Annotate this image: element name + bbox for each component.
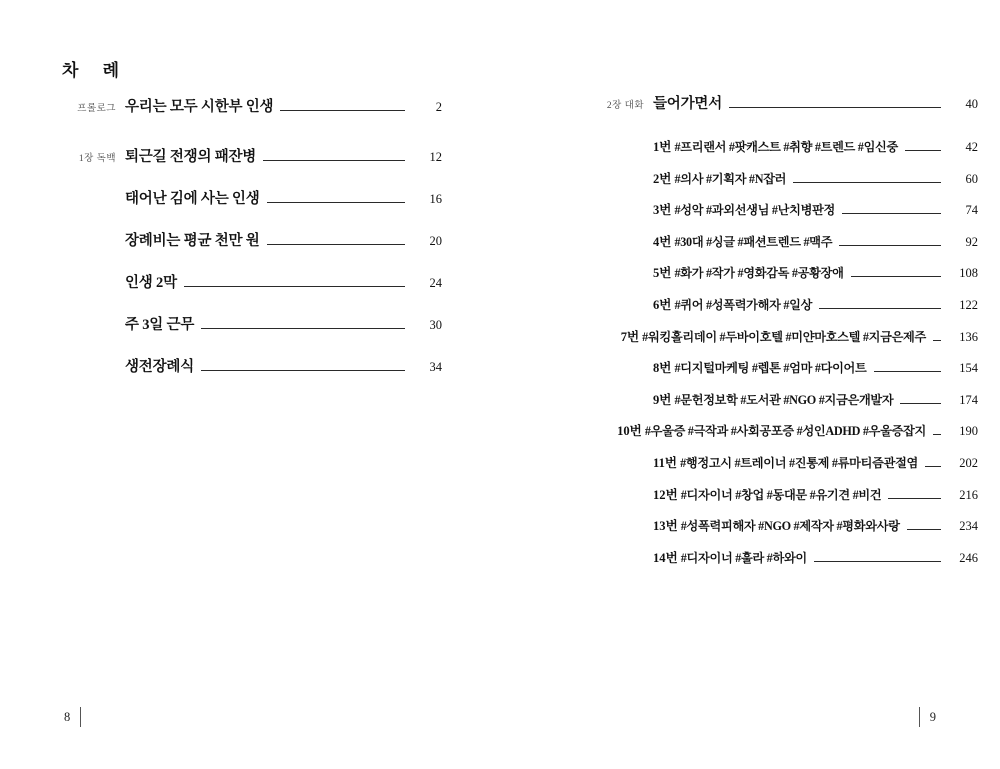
toc-entry-title: 생전장례식 xyxy=(125,359,195,375)
toc-entry[interactable] xyxy=(588,262,978,288)
toc-entry-title: #30대 #싱글 #패션트렌드 #맥주 xyxy=(674,234,833,249)
toc-list-left xyxy=(62,95,442,397)
toc-entry-body xyxy=(644,294,978,313)
toc-entry-label: 1장 독백 xyxy=(78,154,116,164)
toc-entry-body xyxy=(116,271,442,292)
toc-entry-page: 246 xyxy=(959,550,978,565)
toc-entry-number: 10번 xyxy=(617,424,642,439)
toc-entry-page: 202 xyxy=(959,455,978,470)
toc-entry[interactable] xyxy=(588,515,978,541)
toc-entry-number: 7번 xyxy=(620,329,640,344)
toc-entry-title: #의사 #기획자 #N잡러 xyxy=(674,171,787,186)
toc-entry[interactable] xyxy=(588,231,978,257)
leader-line xyxy=(793,182,941,183)
toc-entry-page: 12 xyxy=(429,150,442,164)
toc-entry-page: 16 xyxy=(429,192,442,206)
toc-entry-title: #디자이너 #창업 #동대문 #유기견 #비건 xyxy=(680,487,882,502)
toc-entry-page: 136 xyxy=(959,329,978,344)
toc-entry-number: 4번 xyxy=(653,234,672,249)
toc-entry-page: 2 xyxy=(435,100,442,114)
leader-line xyxy=(267,244,405,245)
leader-line xyxy=(907,529,941,530)
toc-entry-title: 장례비는 평균 천만 원 xyxy=(125,233,260,249)
toc-entry-body xyxy=(644,231,978,250)
toc-entry-page: 24 xyxy=(429,276,442,290)
toc-entry-title: #프리랜서 #팟캐스트 #취향 #트렌드 #임신중 xyxy=(674,140,898,154)
right-page xyxy=(500,0,1000,769)
toc-entry-page: 20 xyxy=(429,234,442,248)
folio-right: 9 xyxy=(919,707,936,727)
leader-line xyxy=(925,466,941,467)
toc-entry[interactable] xyxy=(588,136,978,162)
toc-entry-title: #화가 #작가 #영화감독 #공황장애 xyxy=(674,266,844,281)
leader-line xyxy=(933,340,941,341)
toc-entry[interactable] xyxy=(588,547,978,573)
toc-entry[interactable] xyxy=(62,271,442,307)
leader-line xyxy=(819,308,941,309)
toc-entry-number: 5번 xyxy=(653,266,672,281)
leader-line xyxy=(933,434,941,435)
toc-entry-page: 60 xyxy=(965,171,978,186)
toc-entry-page: 34 xyxy=(429,360,442,374)
toc-entry-body xyxy=(116,187,442,208)
toc-entry-number: 13번 xyxy=(653,519,678,534)
toc-entry-body xyxy=(644,389,978,408)
toc-entry-page: 234 xyxy=(959,519,978,534)
toc-entry[interactable] xyxy=(62,229,442,265)
toc-entry-body xyxy=(116,229,442,250)
toc-entry[interactable] xyxy=(62,355,442,391)
leader-line xyxy=(267,202,405,203)
toc-entry-number: 3번 xyxy=(653,203,672,218)
toc-entry-body xyxy=(612,326,978,345)
toc-entry[interactable] xyxy=(588,199,978,225)
toc-entry-body xyxy=(644,262,978,281)
toc-entry-body xyxy=(644,484,978,503)
toc-entry-body xyxy=(644,547,978,566)
toc-entry-page: 190 xyxy=(959,424,978,439)
toc-entry-page: 40 xyxy=(965,97,978,111)
toc-entry-number: 6번 xyxy=(653,297,672,312)
toc-entry-body xyxy=(116,355,442,376)
toc-entry-title: #디자이너 #훌라 #하와이 xyxy=(680,550,807,565)
page-title: 차 례 xyxy=(62,61,130,80)
toc-entry-title: 태어난 김에 사는 인생 xyxy=(125,191,260,207)
toc-entry-title: 우리는 모두 시한부 인생 xyxy=(125,99,274,115)
toc-entry-page: 108 xyxy=(959,266,978,281)
toc-entry-number: 12번 xyxy=(653,487,678,502)
toc-entry-body xyxy=(644,357,978,376)
toc-entry-number: 1번 xyxy=(653,140,672,154)
leader-line xyxy=(814,561,941,562)
toc-entry-title: #우울증 #극작과 #사회공포증 #성인ADHD #우울증잡지 xyxy=(644,424,926,439)
toc-entry-page: 74 xyxy=(965,203,978,218)
toc-entry[interactable] xyxy=(588,389,978,415)
toc-entry-body xyxy=(116,313,442,334)
toc-entry-page: 174 xyxy=(959,392,978,407)
toc-entry[interactable] xyxy=(62,95,442,131)
toc-entry-title: #디지털마케팅 #렙톤 #엄마 #다이어트 xyxy=(674,361,867,376)
leader-line xyxy=(839,245,941,246)
toc-entry-title: #워킹홀리데이 #두바이호텔 #미얀마호스텔 #지금은제주 xyxy=(642,329,926,344)
toc-entry[interactable] xyxy=(588,168,978,194)
toc-entry[interactable] xyxy=(588,357,978,383)
toc-entry-page: 92 xyxy=(965,234,978,249)
toc-entry[interactable] xyxy=(588,420,978,446)
toc-entry[interactable] xyxy=(588,326,978,352)
toc-entry-title: #퀴어 #성폭력가해자 #일상 xyxy=(674,297,813,312)
toc-entry[interactable] xyxy=(588,92,978,126)
toc-entry[interactable] xyxy=(62,313,442,349)
toc-entry-title: 들어가면서 xyxy=(653,96,723,112)
toc-entry-number: 2번 xyxy=(653,171,672,186)
toc-entry[interactable] xyxy=(588,452,978,478)
leader-line xyxy=(888,498,941,499)
toc-entry-body xyxy=(644,92,978,113)
toc-list-right xyxy=(588,92,978,578)
leader-line xyxy=(842,213,941,214)
toc-entry-title: #행정고시 #트레이너 #진통제 #류마티즘관절염 xyxy=(680,455,919,470)
toc-entry-body xyxy=(608,420,978,439)
leader-line xyxy=(900,403,941,404)
leader-line xyxy=(905,150,941,151)
leader-line xyxy=(201,328,405,329)
folio-left: 8 xyxy=(64,707,81,727)
toc-entry-number: 8번 xyxy=(653,361,672,376)
toc-entry-title: 퇴근길 전쟁의 패잔병 xyxy=(125,149,257,165)
toc-entry-title: #문헌정보학 #도서관 #NGO #지금은개발자 xyxy=(674,392,894,407)
toc-entry[interactable] xyxy=(62,145,442,181)
toc-entry-body xyxy=(116,95,442,116)
leader-line xyxy=(184,286,405,287)
toc-entry-label: 2장 대화 xyxy=(606,101,644,111)
leader-line xyxy=(201,370,405,371)
toc-entry-body xyxy=(644,452,978,471)
toc-entry-page: 30 xyxy=(429,318,442,332)
toc-entry-body xyxy=(644,199,978,218)
toc-entry-body xyxy=(644,168,978,187)
toc-entry-page: 122 xyxy=(959,297,978,312)
toc-entry-body xyxy=(116,145,442,166)
toc-entry-body xyxy=(644,136,978,155)
toc-entry-title: #성악 #과외선생님 #난치병판정 xyxy=(674,203,836,218)
toc-entry[interactable] xyxy=(62,187,442,223)
toc-entry-page: 42 xyxy=(965,140,978,154)
leader-line xyxy=(874,371,941,372)
toc-entry-title: 인생 2막 xyxy=(125,275,177,291)
leader-line xyxy=(263,160,405,161)
toc-entry-page: 216 xyxy=(959,487,978,502)
leader-line xyxy=(729,107,941,108)
toc-entry-number: 11번 xyxy=(653,455,678,470)
toc-entry-body xyxy=(644,515,978,534)
leader-line xyxy=(851,276,941,277)
toc-entry-number: 9번 xyxy=(653,392,672,407)
toc-entry-page: 154 xyxy=(959,361,978,376)
toc-entry-label: 프롤로그 xyxy=(77,104,116,114)
toc-entry[interactable] xyxy=(588,294,978,320)
leader-line xyxy=(280,110,405,111)
toc-entry-title: 주 3일 근무 xyxy=(125,317,195,333)
toc-entry[interactable] xyxy=(588,484,978,510)
toc-entry-number: 14번 xyxy=(653,550,678,565)
toc-entry-title: #성폭력피해자 #NGO #제작자 #평화와사랑 xyxy=(680,519,900,534)
